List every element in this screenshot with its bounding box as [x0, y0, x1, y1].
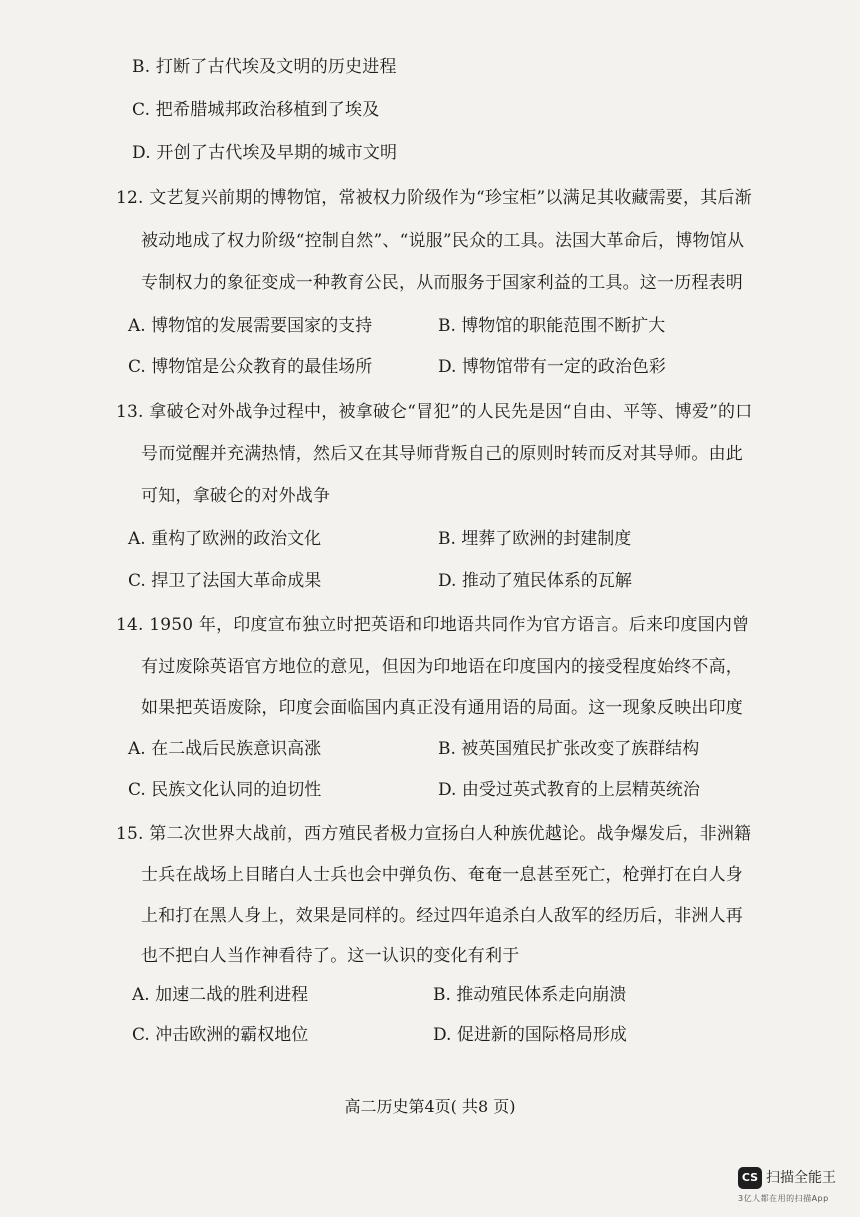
question-15-line-2: 士兵在战场上目睹白人士兵也会中弹负伤、奄奄一息甚至死亡，枪弹打在白人身 — [141, 865, 743, 885]
question-15-option-d: D. 促进新的国际格局形成 — [433, 1025, 627, 1045]
question-15-option-b: B. 推动殖民体系走向崩溃 — [433, 985, 627, 1005]
question-12-option-b: B. 博物馆的职能范围不断扩大 — [438, 316, 666, 336]
question-15-line-1: 15. 第二次世界大战前，西方殖民者极力宣扬白人种族优越论。战争爆发后，非洲籍 — [116, 824, 752, 844]
prev-option-d: D. 开创了古代埃及早期的城市文明 — [132, 143, 398, 163]
scanner-app-name: 扫描全能王 — [766, 1170, 836, 1186]
question-12-option-c: C. 博物馆是公众教育的最佳场所 — [128, 357, 373, 377]
question-12-option-a: A. 博物馆的发展需要国家的支持 — [128, 316, 373, 336]
page-footer: 高二历史第4页( 共8 页) — [344, 1097, 516, 1116]
question-15-option-a: A. 加速二战的胜利进程 — [132, 985, 309, 1005]
question-13-line-3: 可知，拿破仑的对外战争 — [141, 486, 331, 506]
question-13-option-b: B. 埋葬了欧洲的封建制度 — [438, 529, 632, 549]
scanner-tagline: 3亿人都在用的扫描App — [738, 1194, 829, 1203]
question-14-line-2: 有过废除英语官方地位的意见，但因为印地语在印度国内的接受程度始终不高， — [141, 657, 743, 677]
question-13-option-d: D. 推动了殖民体系的瓦解 — [438, 571, 632, 591]
question-12-option-d: D. 博物馆带有一定的政治色彩 — [438, 357, 666, 377]
camscanner-logo-icon: CS — [738, 1167, 762, 1189]
question-12-line-1: 12. 文艺复兴前期的博物馆，常被权力阶级作为“珍宝柜”以满足其收藏需要，其后渐 — [116, 188, 752, 208]
question-14-option-a: A. 在二战后民族意识高涨 — [128, 739, 322, 759]
question-12-line-3: 专制权力的象征变成一种教育公民，从而服务于国家利益的工具。这一历程表明 — [141, 273, 743, 293]
question-15-line-4: 也不把白人当作神看待了。这一认识的变化有利于 — [141, 946, 520, 966]
question-14-option-c: C. 民族文化认同的迫切性 — [128, 780, 322, 800]
question-14-option-d: D. 由受过英式教育的上层精英统治 — [438, 780, 700, 800]
question-12-line-2: 被动地成了权力阶级“控制自然”、“说服”民众的工具。法国大革命后，博物馆从 — [141, 231, 745, 251]
prev-option-c: C. 把希腊城邦政治移植到了埃及 — [132, 100, 380, 120]
scanner-watermark — [738, 1163, 850, 1209]
prev-option-b: B. 打断了古代埃及文明的历史进程 — [132, 57, 397, 77]
question-13-option-c: C. 捍卫了法国大革命成果 — [128, 571, 322, 591]
question-14-line-1: 14. 1950 年，印度宣布独立时把英语和印地语共同作为官方语言。后来印度国内曾 — [116, 615, 750, 635]
question-15-line-3: 上和打在黑人身上，效果是同样的。经过四年追杀白人敌军的经历后，非洲人再 — [141, 906, 743, 926]
question-14-line-3: 如果把英语废除，印度会面临国内真正没有通用语的局面。这一现象反映出印度 — [141, 698, 743, 718]
question-15-option-c: C. 冲击欧洲的霸权地位 — [132, 1025, 309, 1045]
question-13-line-1: 13. 拿破仑对外战争过程中，被拿破仑“冒犯”的人民先是因“自由、平等、博爱”的口 — [116, 402, 753, 422]
question-13-option-a: A. 重构了欧洲的政治文化 — [128, 529, 322, 549]
question-14-option-b: B. 被英国殖民扩张改变了族群结构 — [438, 739, 700, 759]
question-13-line-2: 号而觉醒并充满热情，然后又在其导师背叛自己的原则时转而反对其导师。由此 — [141, 444, 743, 464]
